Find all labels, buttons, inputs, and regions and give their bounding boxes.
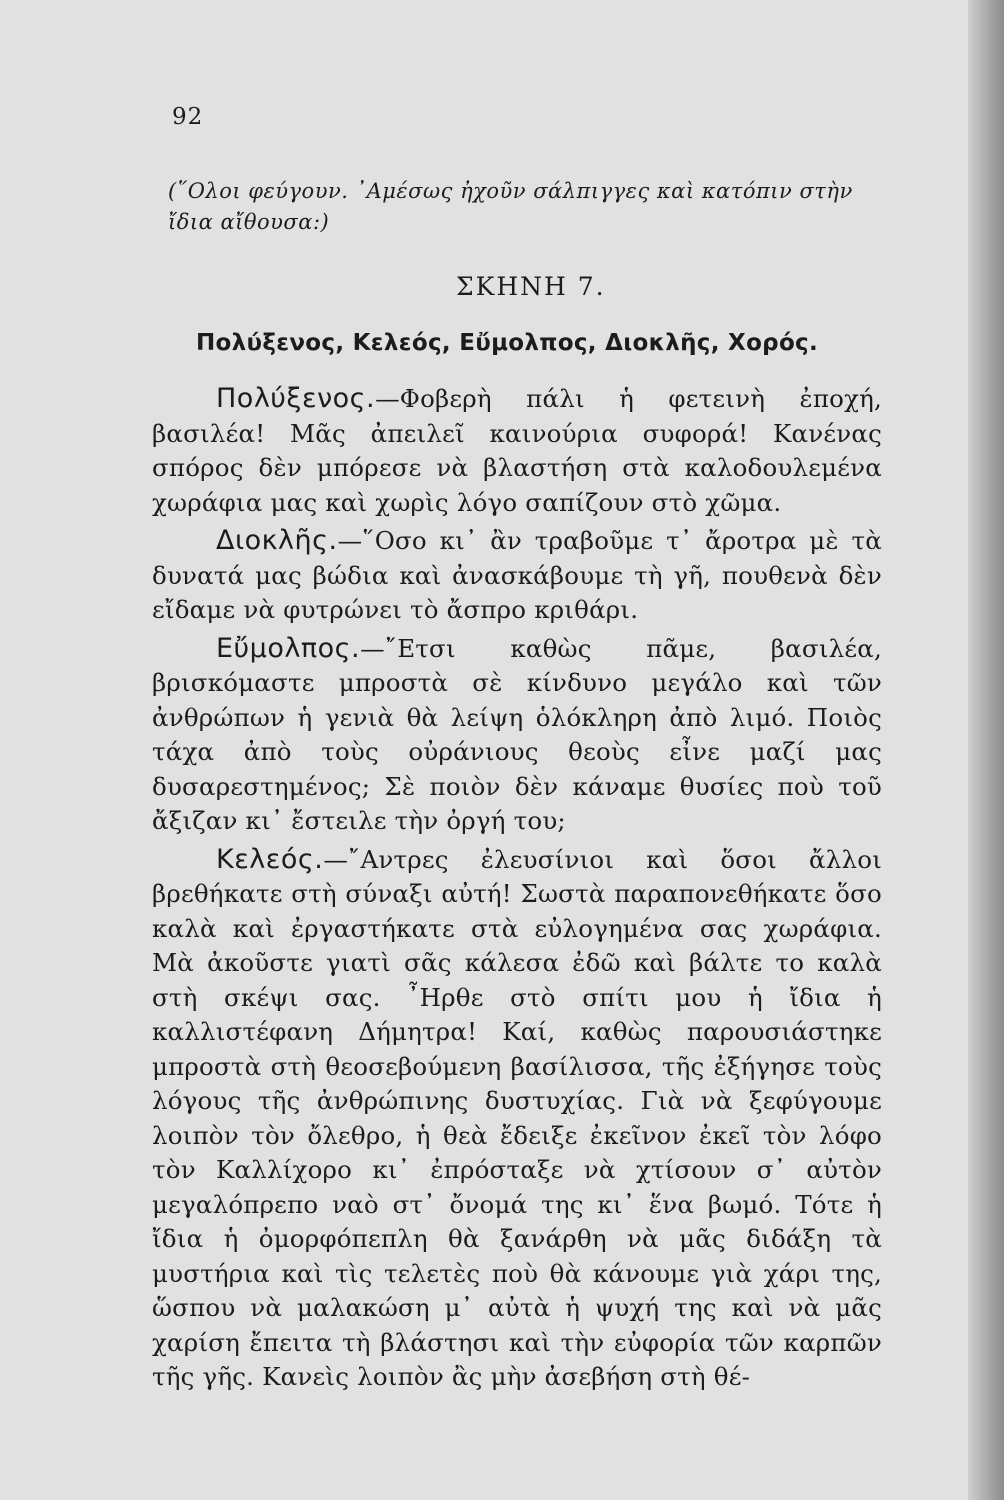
speech-keleos: [152, 843, 882, 1395]
speech-text: —῞Οσο κι᾿ ἂν τραβοῦμε τ᾿ ἄροτρα μὲ τὰ δυνατά μας βώδια καὶ ἀνασκάβουμε τὴ γῆ, πουθενὰ δὲν εἴδαμε νὰ φυτρώνει τὸ ἄσπρο κριθάρι.: [152, 526, 882, 624]
dialogue-body: [152, 382, 882, 1399]
page-number: 92: [172, 104, 204, 130]
stage-direction: (῞Ολοι φεύγουν. ᾿Αμέσως ἠχοῦν σάλπιγγες καὶ κατόπιν στὴν ἴδια αἴθουσα:): [168, 179, 853, 234]
cast-list: Πολύξενος, Κελεός, Εὔμολπος, Διοκλῆς, Χορός.: [196, 330, 819, 356]
speaker-name: Πολύξενος.: [216, 383, 376, 414]
scene-title: ΣΚΗΝΗ 7.: [456, 272, 606, 301]
speech-diokles: [152, 524, 882, 628]
speaker-name: Εὔμολπος.: [216, 632, 361, 664]
speaker-name: Διοκλῆς.: [216, 525, 338, 556]
page-spine-shadow: [968, 0, 1004, 1500]
speech-text: —῎Ετσι καθὼς πᾶμε, βασιλέα, βρισκόμαστε μπροστὰ σὲ κίνδυνο μεγάλο καὶ τῶν ἀνθρώπων ἡ γενιὰ θὰ λείψη ὁλόκληρη ἀπὸ λιμό. Ποιὸς τάχα ἀπὸ τοὺς οὐράνιους θεοὺς εἶνε μαζί μας δυσαρεστημένος; Σὲ ποιὸν δὲν κάναμε θυσίες ποὺ τοῦ ἄξιζαν κι᾿ ἔστειλε τὴν ὀργή του;: [152, 633, 882, 835]
speech-polyxenos: [152, 382, 882, 520]
speech-text: —Φοβερὴ πάλι ἡ φετεινὴ ἐποχή, βασιλέα! Μᾶς ἀπειλεῖ καινούρια συφορά! Κανένας σπόρος δὲν μπόρεσε νὰ βλαστήση στὰ καλοδουλεμένα χωράφια μας καὶ χωρὶς λόγο σαπίζουν στὸ χῶμα.: [152, 384, 882, 517]
speech-text: —῎Αντρες ἐλευσίνιοι καὶ ὅσοι ἄλλοι βρεθήκατε στὴ σύναξι αὐτή! Σωστὰ παραπονεθήκατε ὅσο καλὰ καὶ ἐργαστήκατε στὰ εὐλογημένα σας χωράφια. Μὰ ἀκοῦστε γιατὶ σᾶς κάλεσα ἐδῶ καὶ βάλτε το καλὰ στὴ σκέψι σας. ῏Ηρθε στὸ σπίτι μου ἡ ἴδια ἡ καλλιστέφανη Δήμητρα! Καί, καθὼς παρουσιάστηκε μπροστὰ στὴ θεοσεβούμενη βασίλισσα, τῆς ἐξήγησε τοὺς λόγους τῆς ἀνθρώπινης δυστυχίας. Γιὰ νὰ ξεφύγουμε λοιπὸν τὸν ὄλεθρο, ἡ θεὰ ἔδειξε ἐκεῖνον ἐκεῖ τὸν λόφο τὸν Καλλίχορο κι᾿ ἐπρόσταξε νὰ χτίσουν σ᾿ αὐτὸν μεγαλόπρεπο ναὸ στ᾿ ὄνομά της κι᾿ ἕνα βωμό. Τότε ἡ ἴδια ἡ ὀμορφόπεπλη θὰ ξανάρθη νὰ μᾶς διδάξη τὰ μυστήρια καὶ τὶς τελετὲς ποὺ θὰ κάνουμε γιὰ χάρι της, ὥσπου νὰ μαλακώση μ᾿ αὐτὰ ἡ ψυχή της καὶ νὰ μᾶς χαρίση ἔπειτα τὴ βλάστησι καὶ τὴν εὐφορία τῶν καρπῶν τῆς γῆς. Κανεὶς λοιπὸν ἂς μὴν ἀσεβήση στὴ θέ-: [152, 844, 882, 1391]
speech-eumolpos: [152, 632, 882, 839]
speaker-name: Κελεός.: [216, 843, 324, 875]
